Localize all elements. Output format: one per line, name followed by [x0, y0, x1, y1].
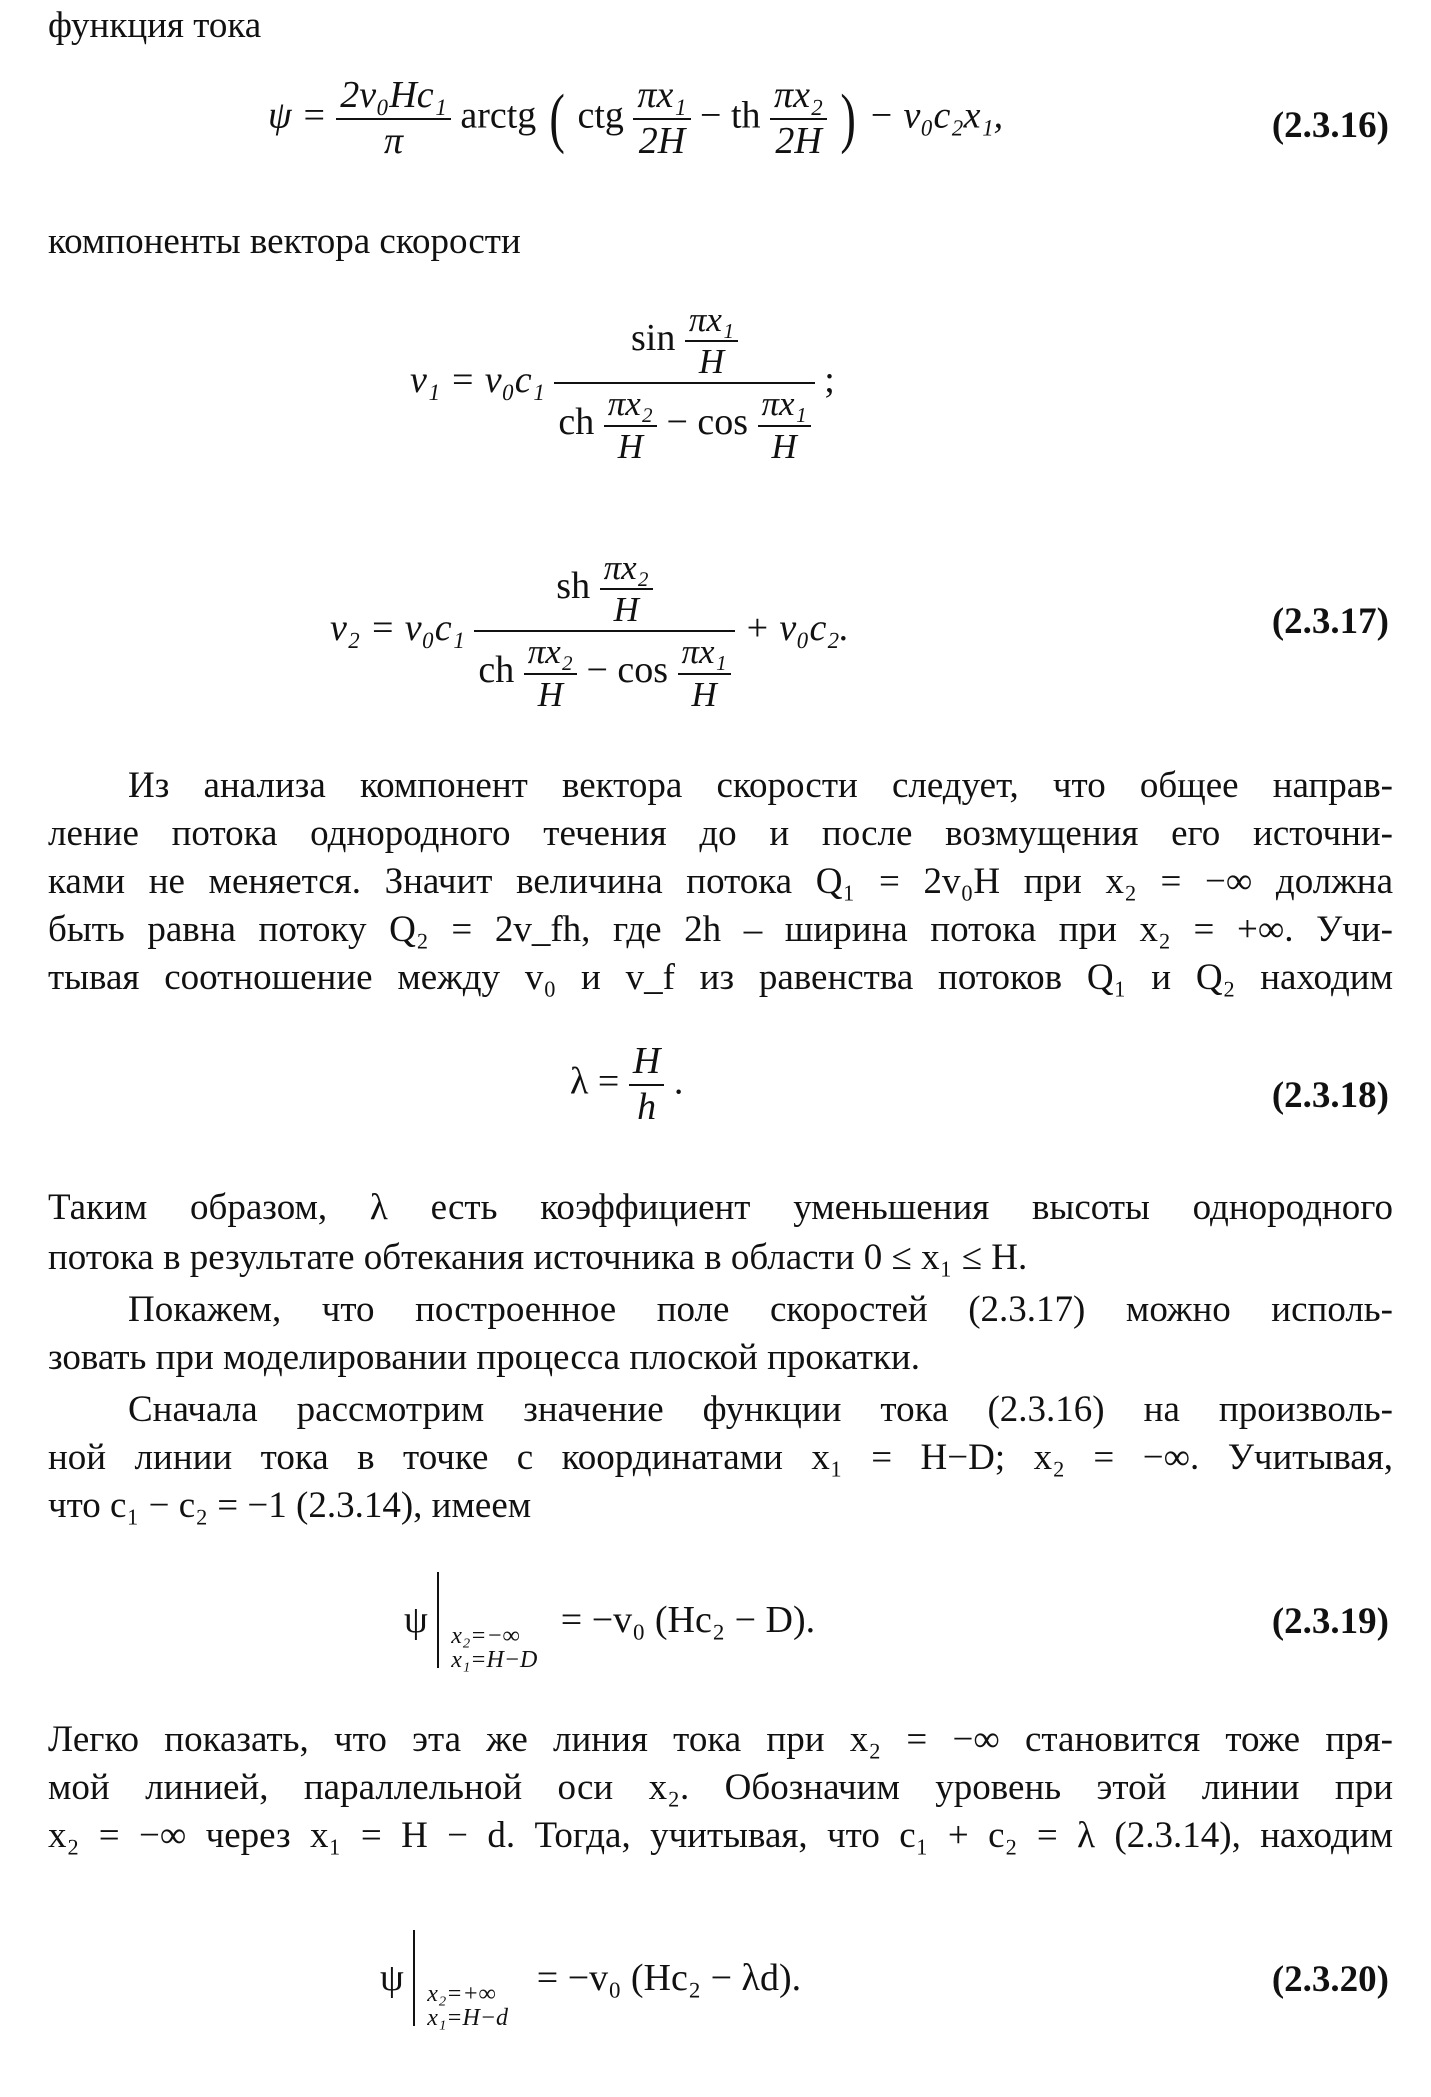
denominator: H: [771, 426, 797, 466]
equation-number: (2.3.20): [1271, 1959, 1389, 2000]
denominator: h: [637, 1085, 657, 1128]
right-paren: ): [839, 81, 856, 155]
eq-rhs: = −v₀ (Hc₂ − D).: [560, 1599, 816, 1641]
numerator: πx₁: [678, 632, 731, 674]
fraction: [600, 548, 653, 630]
equation-2-3-18: [570, 1040, 683, 1129]
equation-2-3-17-v2: [330, 548, 849, 715]
text-line: ление потока однородного течения до и после возмущения его источни-: [48, 813, 1393, 854]
text-line: Таким образом, λ есть коэффициент уменьшения высоты однородного: [48, 1187, 1393, 1228]
eq-tail: − v₀c₂x₁,: [868, 94, 1004, 137]
fraction: [678, 632, 731, 714]
denominator: H: [698, 342, 725, 382]
eval-subscript-bottom: x₁=H−d: [427, 2005, 509, 2031]
denominator: H: [691, 674, 717, 714]
eq-lhs: v₂ = v₀c₁: [330, 607, 465, 650]
eq-tail: ;: [824, 359, 835, 402]
numerator: [474, 548, 734, 632]
fraction: [524, 632, 577, 714]
numerator: πx₁: [633, 74, 690, 120]
text-line: компоненты вектора скорости: [48, 221, 521, 262]
equation-2-3-20: [380, 1930, 802, 2031]
function-name: ch: [478, 649, 515, 692]
text-line: ками не меняется. Значит величина потока Q₁ = 2v₀H при x₂ = −∞ должна: [48, 861, 1393, 902]
psi-symbol: ψ: [380, 1957, 404, 1999]
denominator: 2H: [775, 119, 822, 162]
eq-rhs: = −v₀ (Hc₂ − λd).: [536, 1957, 802, 1999]
fraction: [554, 300, 814, 467]
numerator: πx₂: [524, 632, 577, 674]
eq-lhs: λ =: [570, 1060, 620, 1103]
text-line: что c₁ − c₂ = −1 (2.3.14), имеем: [48, 1485, 532, 1526]
equation-2-3-17-v1: [410, 300, 835, 467]
numerator: [554, 300, 814, 384]
eval-subscript-bottom: x₁=H−D: [451, 1647, 538, 1673]
numerator: πx₂: [600, 548, 653, 590]
denominator: H: [617, 426, 643, 466]
function-name: sin: [631, 316, 676, 359]
fraction: [770, 74, 827, 163]
function-name: ch: [558, 401, 595, 444]
fraction: [474, 548, 734, 715]
text-line: зовать при моделировании процесса плоской прокатки.: [48, 1337, 920, 1378]
fraction: [758, 384, 811, 466]
numerator: πx₁: [685, 300, 738, 342]
function-name: ctg: [577, 94, 624, 137]
eq-lhs: v₁ = v₀c₁: [410, 359, 545, 402]
fraction: [633, 74, 690, 163]
text-line: мой линией, параллельной оси x₂. Обозначим уровень этой линии при: [48, 1767, 1393, 1808]
text-line: тывая соотношение между v₀ и v_f из равенства потоков Q₁ и Q₂ находим: [48, 957, 1393, 998]
text-line: быть равна потоку Q₂ = 2v_fh, где 2h – ширина потока при x₂ = +∞. Учи-: [48, 909, 1393, 950]
text-line: x₂ = −∞ через x₁ = H − d. Тогда, учитывая, что c₁ + c₂ = λ (2.3.14), находим: [48, 1815, 1393, 1856]
numerator: πx₂: [604, 384, 657, 426]
fraction: [336, 74, 451, 163]
text-line: Сначала рассмотрим значение функции тока (2.3.16) на произволь-: [128, 1389, 1393, 1430]
equation-number: (2.3.16): [1271, 105, 1389, 146]
numerator: πx₂: [770, 74, 827, 120]
equation-number: (2.3.19): [1271, 1601, 1389, 1642]
denominator: H: [613, 590, 639, 630]
function-name: arctg: [460, 94, 537, 137]
text-line: потока в результате обтекания источника в области 0 ≤ x₁ ≤ H.: [48, 1237, 1028, 1278]
evaluation-bar: [437, 1572, 538, 1673]
equation-2-3-16: [268, 74, 1003, 163]
fraction: [685, 300, 738, 382]
denominator: π: [384, 119, 404, 162]
eq-tail: + v₀c₂.: [744, 607, 850, 650]
denominator: H: [537, 674, 563, 714]
numerator: πx₁: [758, 384, 811, 426]
text-line: ной линии тока в точке с координатами x₁ = H−D; x₂ = −∞. Учитывая,: [48, 1437, 1393, 1478]
operator: − cos: [666, 401, 749, 444]
text-line: Из анализа компонент вектора скорости следует, что общее направ-: [128, 765, 1393, 806]
equation-2-3-19: [404, 1572, 816, 1673]
operator: − th: [700, 94, 761, 137]
equation-number: (2.3.18): [1271, 1075, 1389, 1116]
denominator: [474, 632, 734, 714]
numerator: H: [629, 1040, 664, 1086]
numerator: 2v₀Hc₁: [336, 74, 451, 120]
text-line: Покажем, что построенное поле скоростей (2.3.17) можно исполь-: [128, 1289, 1393, 1330]
psi-symbol: ψ: [404, 1599, 428, 1641]
text-line: Легко показать, что эта же линия тока при x₂ = −∞ становится тоже пря-: [48, 1719, 1393, 1760]
text-line: функция тока: [48, 5, 262, 46]
denominator: [554, 384, 814, 466]
fraction: [604, 384, 657, 466]
left-paren: (: [549, 81, 565, 155]
denominator: 2H: [638, 119, 686, 162]
eval-subscript-top: x₂=−∞: [451, 1623, 520, 1649]
evaluation-bar: [413, 1930, 509, 2031]
eq-tail: .: [673, 1060, 684, 1103]
eq-lhs: ψ =: [268, 94, 327, 137]
eval-subscript-top: x₂=+∞: [427, 1981, 496, 2007]
operator: − cos: [586, 649, 669, 692]
function-name: sh: [556, 564, 591, 607]
equation-number: (2.3.17): [1271, 601, 1389, 642]
fraction: [629, 1040, 664, 1129]
